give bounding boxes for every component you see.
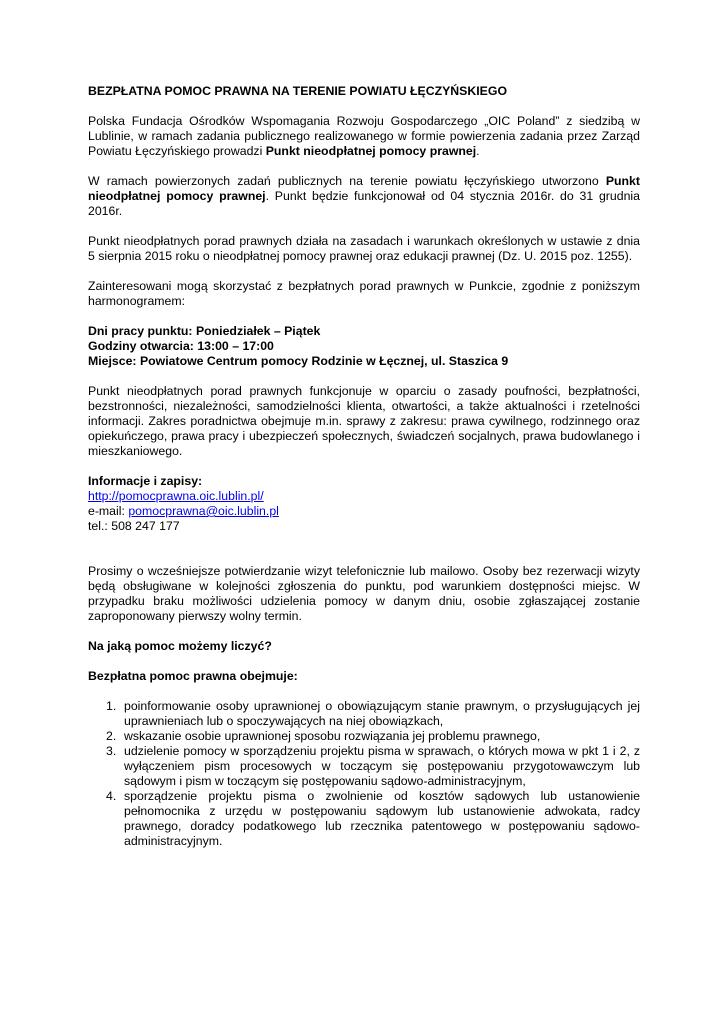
legal-basis-paragraph: Punkt nieodpłatnych porad prawnych działa na zasadach i warunkach określonych w ustawie z dnia 5 sierpnia 2015 roku o nieodpłatnej pomocy prawnej oraz edukacji prawnej (Dz. U. 2015 poz. 1255). (88, 234, 640, 263)
email-label: e-mail: (88, 504, 129, 518)
list-item-text: wskazanie osobie uprawnionej sposobu rozwiązania jej problemu prawnego, (124, 729, 541, 743)
scope-end: . Punkt będzie funkcjonował od 04 stycznia 2016r. do 31 grudnia 2016r. (88, 189, 640, 218)
scope-text: W ramach powierzonych zadań publicznych na terenie powiatu łęczyńskiego utworzono (88, 174, 606, 188)
reservation-paragraph: Prosimy o wcześniejsze potwierdzanie wizyt telefonicznie lub mailowo. Osoby bez rezerwacji wizyty będą obsługiwane w kolejności zgłoszenia do punktu, pod warunkiem dostępności miejsc. W przypadku braku możliwości udzielenia pomocy w danym dniu, osobie zgłaszającej zostanie zaproponowany pierwszy wolny termin. (88, 564, 640, 623)
principles-paragraph: Punkt nieodpłatnych porad prawnych funkcjonuje w oparciu o zasady poufności, bezpłatności, bezstronności, niezależności, samodzielności klienta, otwartości, a także aktualności i rzetelności informacji. Zakres poradnictwa obejmuje m.in. sprawy z zakresu: prawa cywilnego, rodzinnego oraz opiekuńczego, prawa pracy i ubezpieczeń społecznych, świadczeń socjalnych, prawa budowlanego i mieszkaniowego. (88, 384, 640, 458)
question-heading: Na jaką pomoc możemy liczyć? (88, 639, 272, 653)
schedule-place: Miejsce: Powiatowe Centrum pomocy Rodzinie w Łęcznej, ul. Staszica 9 (88, 354, 509, 368)
scope-bold: Punkt nieodpłatnej pomocy prawnej (88, 174, 640, 203)
services-list (88, 699, 640, 849)
document-title: BEZPŁATNA POMOC PRAWNA NA TERENIE POWIATU ŁĘCZYŃSKIEGO (88, 84, 508, 98)
email-link[interactable]: pomocprawna@oic.lublin.pl (128, 504, 279, 518)
list-item (88, 789, 640, 849)
list-item-text: poinformowanie osoby uprawnionej o obowiązującym stanie prawnym, o przysługujących jej uprawnieniach lub o spoczywających na niej obowiązkach, (124, 699, 640, 728)
contact-url-line (88, 489, 640, 504)
intro-end: . (476, 144, 480, 158)
list-item-text: sporządzenie projektu pisma o zwolnienie od kosztów sądowych lub ustanowienie pełnomocnika z urzędu w postępowaniu sądowym lub ustanowienie adwokata, radcy prawnego, doradcy podatkowego lub rzecznika patentowego w postępowaniu sądowo-administracyjnym. (124, 789, 640, 848)
contact-phone: tel.: 508 247 177 (88, 519, 180, 533)
schedule-days: Dni pracy punktu: Poniedziałek – Piątek (88, 324, 321, 338)
list-item (88, 699, 640, 729)
list-item-number: 1. (106, 699, 117, 713)
contact-heading: Informacje i zapisy: (88, 474, 203, 488)
schedule-block (88, 324, 640, 369)
document-page (88, 84, 640, 849)
intro-bold: Punkt nieodpłatnej pomocy prawnej (265, 144, 477, 158)
contact-block (88, 474, 640, 534)
scope-paragraph (88, 174, 640, 219)
list-item-number: 3. (106, 744, 117, 758)
list-item-number: 2. (106, 729, 117, 743)
intro-paragraph (88, 114, 640, 159)
list-heading: Bezpłatna pomoc prawna obejmuje: (88, 669, 298, 683)
list-item (88, 729, 640, 744)
schedule-intro-paragraph: Zainteresowani mogą skorzystać z bezpłatnych porad prawnych w Punkcie, zgodnie z poniższym harmonogramem: (88, 279, 640, 308)
website-link[interactable]: http://pomocprawna.oic.lublin.pl/ (88, 489, 264, 503)
schedule-hours: Godziny otwarcia: 13:00 – 17:00 (88, 339, 274, 353)
contact-email-line (88, 504, 640, 519)
intro-text: Polska Fundacja Ośrodków Wspomagania Rozwoju Gospodarczego „OIC Poland” z siedzibą w Lublinie, w ramach zadania publicznego realizowanego w formie powierzenia zadania przez Zarząd Powiatu Łęczyńskiego prowadzi (88, 114, 640, 158)
list-item-number: 4. (106, 789, 117, 803)
list-item-text: udzielenie pomocy w sporządzeniu projektu pisma w sprawach, o których mowa w pkt 1 i 2, z wyłączeniem pism procesowych w toczącym się postępowaniu przygotowawczym lub sądowym i pism w toczącym się postępowaniu sądowo-administracyjnym, (124, 744, 640, 788)
spacer (88, 534, 640, 564)
list-item (88, 744, 640, 789)
